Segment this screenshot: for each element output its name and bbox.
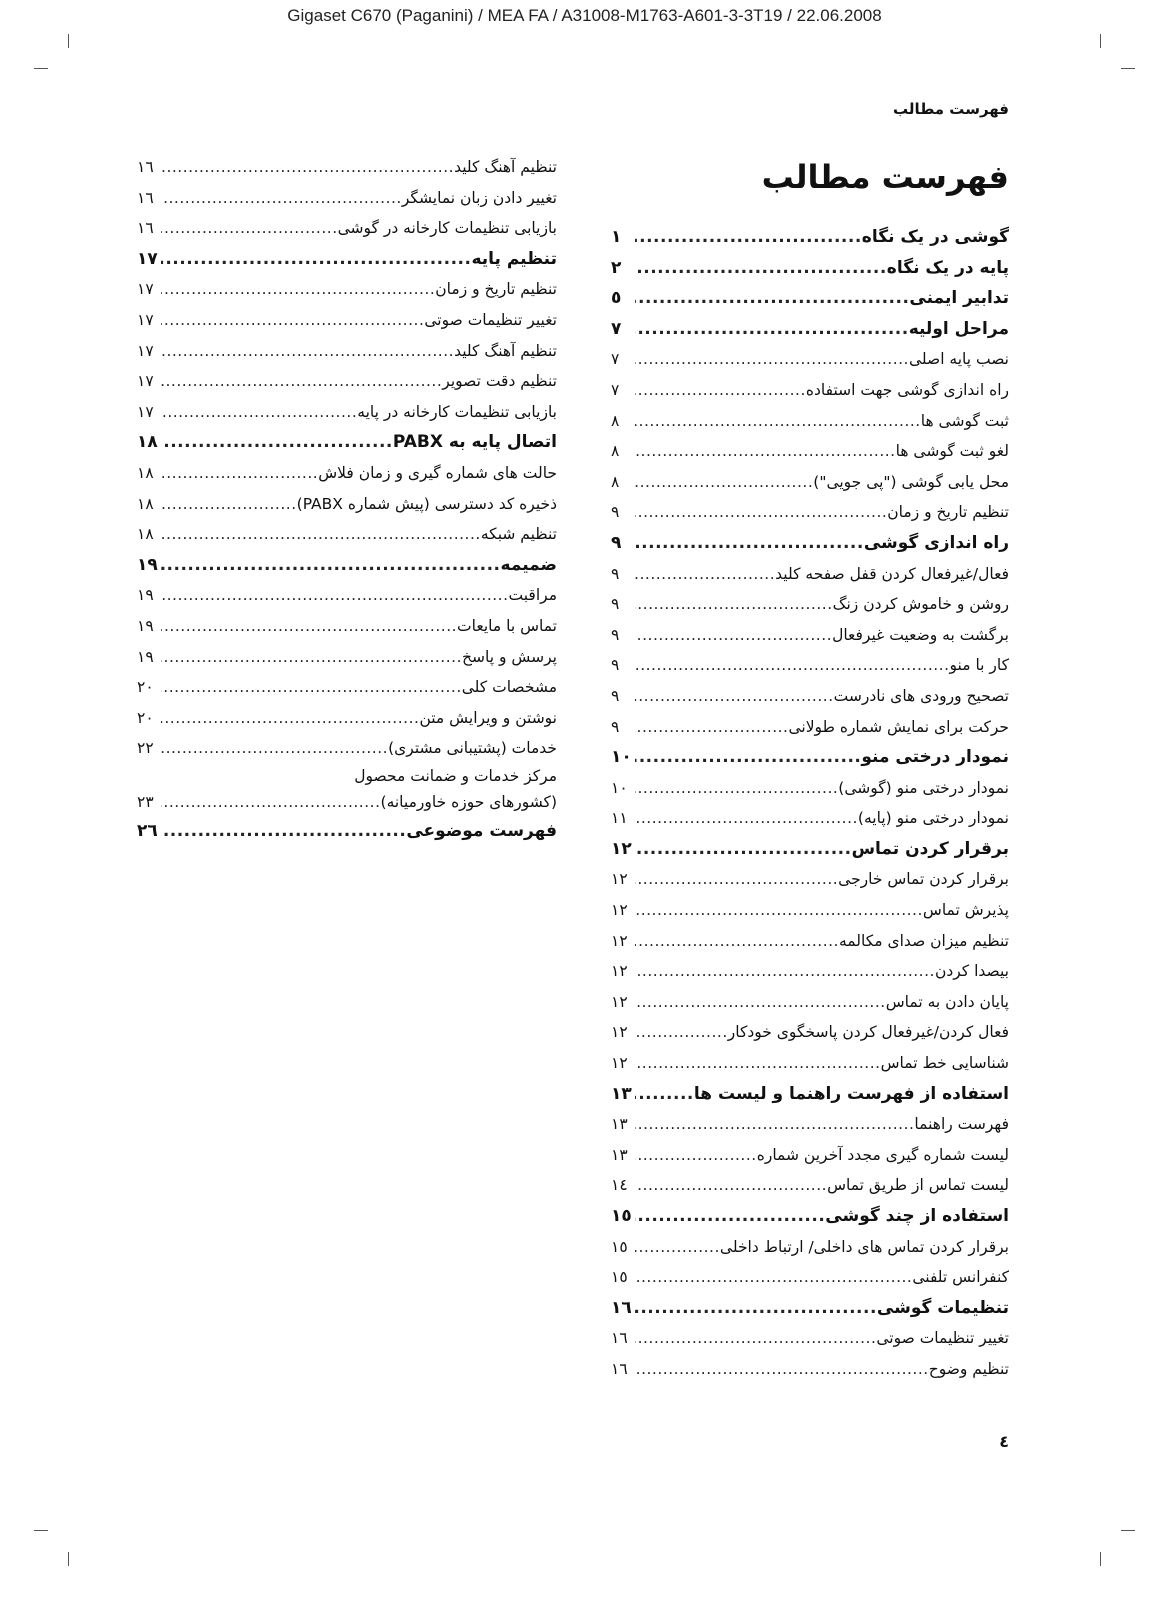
toc-entry[interactable]	[137, 580, 557, 611]
toc-entry-page: ١٩	[137, 616, 154, 635]
toc-entry-title: پذیرش تماس	[922, 901, 1009, 920]
toc-entry[interactable]	[137, 213, 557, 244]
leader-dots	[161, 816, 406, 847]
crop-mark	[1121, 68, 1135, 69]
toc-entry-page: ١٥	[611, 1268, 628, 1287]
toc-entry-page: ١٦	[611, 1297, 632, 1318]
toc-entry-page: ٢٣	[137, 792, 154, 811]
leader-dots	[161, 642, 462, 673]
toc-entry[interactable]	[611, 926, 1009, 957]
toc-entry[interactable]	[611, 895, 1009, 926]
toc-entry-title: روشن و خاموش کردن زنگ	[832, 595, 1009, 614]
leader-dots	[161, 489, 297, 520]
toc-entry-page: ٢٠	[137, 708, 154, 727]
toc-entry-title: نصب پایه اصلی	[908, 350, 1009, 369]
toc-entry-title: نوشتن و ویرایش متن	[419, 708, 557, 727]
leader-dots	[635, 1140, 757, 1171]
toc-entry[interactable]	[611, 497, 1009, 528]
toc-entry-title: تنظیم میزان صدای مکالمه	[838, 931, 1009, 950]
leader-dots	[161, 152, 454, 183]
toc-entry[interactable]	[137, 672, 557, 703]
toc-entry-title: بازیابی تنظیمات کارخانه در گوشی	[337, 219, 557, 238]
leader-dots	[635, 222, 862, 253]
document-header: Gigaset C670 (Paganini) / MEA FA / A31008-M1763-A601-3-3T19 / 22.06.2008	[287, 6, 882, 25]
toc-entry-title: بیصدا کردن	[934, 962, 1009, 981]
toc-entry-title: تنظیم تاریخ و زمان	[435, 280, 557, 299]
toc-entry-page: ١٧	[137, 310, 154, 329]
toc-entry-page: ٧	[611, 380, 620, 399]
toc-entry-page: ٨	[611, 442, 620, 461]
toc-entry-title: تغییر تنظیمات صوتی	[424, 310, 557, 329]
toc-entry-page: ٢٢	[137, 739, 154, 758]
toc-entry[interactable]	[611, 803, 1009, 834]
toc-entry-page: ١٢	[611, 962, 628, 981]
toc-entry-title: حالت های شماره گیری و زمان فلاش	[318, 463, 557, 482]
toc-entry-title: تنظیم شبکه	[480, 525, 557, 544]
toc-entry[interactable]	[611, 467, 1009, 498]
toc-entry-title: اتصال پایه به PABX	[392, 432, 557, 453]
toc-entry-title: استفاده از چند گوشی	[825, 1206, 1009, 1226]
toc-entry-page: ١٢	[611, 1023, 628, 1042]
toc-section-entry[interactable]	[611, 283, 1009, 314]
toc-entry-page: ١٩	[137, 586, 154, 605]
toc-section-entry[interactable]	[611, 1201, 1009, 1232]
toc-entry[interactable]	[611, 1109, 1009, 1140]
toc-entry-page: ٩	[611, 595, 620, 614]
toc-entry[interactable]	[137, 366, 557, 397]
leader-dots	[161, 183, 402, 214]
toc-entry-page: ٢٠	[137, 678, 154, 697]
toc-entry-title: تغییر دادن زبان نمایشگر	[401, 188, 557, 207]
toc-entry-page: ١٨	[137, 494, 154, 513]
toc-entry[interactable]	[611, 620, 1009, 651]
toc-entry[interactable]	[611, 406, 1009, 437]
toc-entry[interactable]	[137, 611, 557, 642]
toc-entry[interactable]	[137, 519, 557, 550]
leader-dots	[161, 397, 357, 428]
leader-dots	[635, 559, 775, 590]
toc-entry[interactable]	[611, 436, 1009, 467]
toc-entry-title: کار با منو	[949, 656, 1009, 675]
leader-dots	[161, 213, 338, 244]
leader-dots	[635, 467, 813, 498]
toc-entry-page: ١٩	[137, 554, 158, 575]
leader-dots	[161, 703, 419, 734]
toc-entry[interactable]	[611, 1048, 1009, 1079]
toc-entry-title: لیست تماس از طریق تماس	[827, 1176, 1009, 1195]
toc-entry-page: ٩	[611, 532, 622, 553]
leader-dots	[161, 305, 424, 336]
toc-entry-page: ١٥	[611, 1206, 632, 1226]
toc-entry[interactable]	[611, 864, 1009, 895]
toc-entry-title: فهرست موضوعی	[406, 820, 557, 841]
toc-entry[interactable]	[137, 458, 557, 489]
leader-dots	[635, 406, 921, 437]
toc-section-entry[interactable]	[137, 816, 557, 847]
toc-entry-page: ١٣	[611, 1083, 632, 1104]
leader-dots	[161, 274, 435, 305]
crop-mark	[1121, 1530, 1135, 1531]
crop-mark	[68, 1552, 69, 1566]
toc-entry-page: ٩	[611, 717, 620, 736]
leader-dots	[161, 611, 457, 642]
page-number: ٤	[999, 1432, 1009, 1451]
toc-entry-page: ٥	[611, 288, 622, 309]
toc-entry-title: برقرار کردن تماس	[851, 838, 1009, 859]
toc-entry-title: ثبت گوشی ها	[920, 411, 1009, 430]
toc-entry-title: فهرست راهنما	[914, 1115, 1009, 1134]
toc-entry-title: مراحل اولیه	[908, 318, 1009, 339]
leader-dots	[635, 1017, 728, 1048]
toc-entry-page: ١٣	[611, 1145, 628, 1164]
leader-dots	[161, 733, 388, 764]
toc-entry-page: ١٩	[137, 647, 154, 666]
toc-entry[interactable]	[137, 703, 557, 734]
toc-entry-page: ١٧	[137, 372, 154, 391]
toc-entry-page: ١٠	[611, 747, 632, 768]
leader-dots	[161, 427, 393, 458]
leader-dots	[635, 1232, 720, 1263]
toc-entry[interactable]	[611, 1232, 1009, 1263]
leader-dots	[161, 244, 471, 275]
toc-entry-page: ١٨	[137, 525, 154, 544]
toc-entry-title: محل یابی گوشی ("پی جویی")	[813, 472, 1009, 491]
toc-entry-title: مشخصات کلی	[461, 678, 557, 697]
toc-column-right	[611, 222, 1009, 1385]
leader-dots	[635, 1201, 825, 1232]
toc-entry-title: تنظیم تاریخ و زمان	[887, 503, 1009, 522]
toc-entry-title: تنظیم پایه	[471, 248, 557, 269]
leader-dots	[635, 650, 950, 681]
toc-entry[interactable]	[611, 1262, 1009, 1293]
toc-entry[interactable]	[137, 336, 557, 367]
leader-dots	[635, 589, 833, 620]
toc-entry[interactable]	[611, 773, 1009, 804]
toc-entry-title: فعال کردن/غیرفعال کردن پاسخگوی خودکار	[727, 1023, 1009, 1042]
toc-entry-page: ٨	[611, 472, 620, 491]
leader-dots	[635, 1262, 912, 1293]
toc-entry[interactable]	[611, 1017, 1009, 1048]
leader-dots	[635, 742, 861, 773]
toc-entry-page: ١٦	[137, 219, 154, 238]
leader-dots	[161, 519, 481, 550]
toc-entry-page: ١٢	[611, 992, 628, 1011]
toc-entry-title: تنظیم آهنگ کلید	[454, 341, 557, 360]
leader-dots	[635, 956, 935, 987]
leader-dots	[635, 1079, 694, 1110]
toc-section-entry[interactable]	[611, 528, 1009, 559]
toc-entry[interactable]	[137, 183, 557, 214]
toc-entry-title: مراقبت	[508, 586, 557, 605]
leader-dots	[161, 550, 501, 581]
toc-entry-title: نمودار درختی منو	[861, 747, 1009, 768]
toc-entry-title: (کشورهای حوزه خاورمیانه)	[380, 792, 557, 811]
toc-entry-title: تنظیم آهنگ کلید	[454, 158, 557, 176]
toc-entry-title: راه اندازی گوشی	[863, 532, 1009, 553]
toc-entry-page: ١٦	[611, 1329, 628, 1348]
leader-dots	[161, 458, 318, 489]
toc-entry-page: ٩	[611, 625, 620, 644]
toc-section-entry[interactable]	[611, 222, 1009, 253]
page-title: فهرست مطالب	[761, 158, 1009, 196]
toc-entry-title: پایه در یک نگاه	[886, 257, 1009, 278]
toc-entry-title: خدمات (پشتیبانی مشتری)	[388, 739, 557, 758]
toc-entry-page: ١٨	[137, 432, 158, 453]
toc-section-entry[interactable]	[137, 244, 557, 275]
toc-entry-title: تدابیر ایمنی	[909, 288, 1009, 309]
toc-entry[interactable]	[611, 344, 1009, 375]
leader-dots	[635, 834, 852, 865]
leader-dots	[635, 1109, 914, 1140]
leader-dots	[635, 681, 834, 712]
toc-entry[interactable]	[611, 956, 1009, 987]
leader-dots	[635, 1170, 827, 1201]
leader-dots	[635, 1293, 877, 1324]
toc-entry-page: ١٣	[611, 1115, 628, 1134]
toc-entry-title: تغییر تنظیمات صوتی	[876, 1329, 1009, 1348]
toc-column-left	[137, 152, 557, 846]
leader-dots	[635, 620, 832, 651]
leader-dots	[635, 712, 788, 743]
toc-entry-title: تنظیم وضوح	[928, 1359, 1009, 1378]
toc-entry-page: ١٦	[137, 188, 154, 207]
toc-entry-title: تنظیم دقت تصویر	[442, 372, 557, 391]
toc-entry-page: ١٦	[137, 158, 154, 176]
toc-entry-page: ١٥	[611, 1237, 628, 1256]
toc-entry-page: ١١	[611, 809, 628, 828]
leader-dots	[635, 926, 839, 957]
toc-entry-title: پرسش و پاسخ	[462, 647, 557, 666]
toc-entry-title: حرکت برای نمایش شماره طولانی	[788, 717, 1009, 736]
toc-entry-title: نمودار درختی منو (گوشی)	[838, 778, 1009, 797]
toc-entry[interactable]	[137, 397, 557, 428]
toc-section-entry[interactable]	[137, 550, 557, 581]
toc-entry-title: استفاده از فهرست راهنما و لیست ها	[693, 1083, 1009, 1104]
toc-entry[interactable]	[137, 489, 557, 520]
toc-entry[interactable]	[611, 589, 1009, 620]
leader-dots	[161, 672, 462, 703]
leader-dots	[635, 253, 887, 284]
toc-entry-page: ٧	[611, 318, 622, 339]
leader-dots	[635, 497, 887, 528]
toc-entry-title: شناسایی خط تماس	[880, 1054, 1009, 1073]
leader-dots	[635, 314, 909, 345]
toc-section-entry[interactable]	[611, 1293, 1009, 1324]
leader-dots	[635, 773, 838, 804]
toc-entry-title: برگشت به وضعیت غیرفعال	[832, 625, 1009, 644]
toc-entry-page: ١٢	[611, 901, 628, 920]
crop-mark	[34, 1530, 48, 1531]
toc-entry[interactable]	[611, 1170, 1009, 1201]
toc-entry[interactable]	[611, 712, 1009, 743]
toc-section-entry[interactable]	[611, 253, 1009, 284]
toc-entry-page: ٩	[611, 564, 620, 583]
toc-entry-page: ٢٦	[137, 820, 158, 841]
toc-entry-title: پایان دادن به تماس	[885, 992, 1009, 1011]
toc-entry-title: گوشی در یک نگاه	[861, 227, 1009, 247]
toc-entry-page: ٢	[611, 257, 622, 278]
toc-entry-title: ذخیره کد دسترسی (پیش شماره PABX)	[296, 494, 557, 513]
toc-entry[interactable]	[137, 305, 557, 336]
toc-entry[interactable]	[137, 152, 557, 183]
toc-section-entry[interactable]	[611, 834, 1009, 865]
toc-entry[interactable]	[137, 733, 557, 764]
toc-entry[interactable]	[611, 1354, 1009, 1385]
toc-entry[interactable]	[611, 987, 1009, 1018]
crop-mark	[1100, 1552, 1101, 1566]
toc-entry[interactable]	[611, 681, 1009, 712]
leader-dots	[161, 580, 509, 611]
toc-section-entry[interactable]	[611, 1079, 1009, 1110]
toc-entry-page: ١٢	[611, 870, 628, 889]
toc-entry-title: لیست شماره گیری مجدد آخرین شماره	[756, 1145, 1009, 1164]
leader-dots	[635, 864, 838, 895]
toc-entry-page: ١٤	[611, 1176, 628, 1195]
toc-entry-page: ١٢	[611, 931, 628, 950]
toc-entry-page: ٩	[611, 686, 620, 705]
leader-dots	[635, 1323, 876, 1354]
toc-entry[interactable]	[137, 642, 557, 673]
toc-entry-title: ضمیمه	[500, 554, 557, 575]
leader-dots	[635, 528, 864, 559]
toc-entry-title: تماس با مایعات	[457, 616, 557, 635]
toc-entry-page: ١٠	[611, 778, 628, 797]
toc-entry-page: ١٧	[137, 341, 154, 360]
leader-dots	[161, 336, 454, 367]
toc-entry-page: ١٦	[611, 1359, 628, 1378]
toc-entry-title: تنظیمات گوشی	[876, 1297, 1009, 1318]
toc-entry-page: ٩	[611, 656, 620, 675]
toc-entry-title-line: مرکز خدمات و ضمانت محصول	[354, 766, 557, 785]
toc-entry[interactable]	[611, 650, 1009, 681]
toc-entry-title: کنفرانس تلفنی	[912, 1268, 1009, 1287]
leader-dots	[161, 366, 442, 397]
toc-entry-title: راه اندازی گوشی جهت استفاده	[805, 380, 1009, 399]
toc-entry-title: لغو ثبت گوشی ها	[895, 442, 1009, 461]
toc-entry-page: ١٢	[611, 1054, 628, 1073]
leader-dots	[635, 803, 858, 834]
running-head: فهرست مطالب	[893, 100, 1009, 118]
toc-entry[interactable]	[611, 1323, 1009, 1354]
crop-mark	[68, 34, 69, 48]
toc-entry-page: ٩	[611, 503, 620, 522]
toc-entry-title: فعال/غیرفعال کردن قفل صفحه کلید	[775, 564, 1009, 583]
toc-entry-page: ٧	[611, 350, 620, 369]
toc-entry[interactable]	[611, 1140, 1009, 1171]
leader-dots	[635, 1048, 881, 1079]
leader-dots	[635, 987, 886, 1018]
toc-entry-title: بازیابی تنظیمات کارخانه در پایه	[357, 402, 557, 421]
crop-mark	[34, 68, 48, 69]
toc-entry-page: ٨	[611, 411, 620, 430]
toc-entry[interactable]	[137, 274, 557, 305]
toc-entry-page: ١٧	[137, 402, 154, 421]
toc-entry-title: تصحیح ورودی های نادرست	[833, 686, 1009, 705]
toc-entry-title: نمودار درختی منو (پایه)	[857, 809, 1009, 828]
leader-dots	[635, 344, 909, 375]
toc-entry-page: ١	[611, 227, 622, 247]
leader-dots	[635, 895, 923, 926]
toc-entry-title: برقرار کردن تماس خارجی	[838, 870, 1009, 889]
toc-entry-title: برقرار کردن تماس های داخلی/ ارتباط داخلی	[719, 1237, 1009, 1256]
toc-entry[interactable]	[611, 375, 1009, 406]
toc-entry-page: ١٢	[611, 838, 632, 859]
leader-dots	[635, 283, 909, 314]
toc-entry-page: ١٨	[137, 463, 154, 482]
leader-dots	[635, 436, 896, 467]
toc-entry-page: ١٧	[137, 248, 158, 269]
crop-mark	[1100, 34, 1101, 48]
toc-entry-page: ١٧	[137, 280, 154, 299]
leader-dots	[161, 790, 381, 814]
toc-entry[interactable]	[611, 559, 1009, 590]
leader-dots	[635, 1354, 929, 1385]
toc-section-entry[interactable]	[611, 314, 1009, 345]
leader-dots	[635, 375, 806, 406]
toc-entry[interactable]	[137, 764, 557, 816]
toc-section-entry[interactable]	[611, 742, 1009, 773]
toc-section-entry[interactable]	[137, 427, 557, 458]
